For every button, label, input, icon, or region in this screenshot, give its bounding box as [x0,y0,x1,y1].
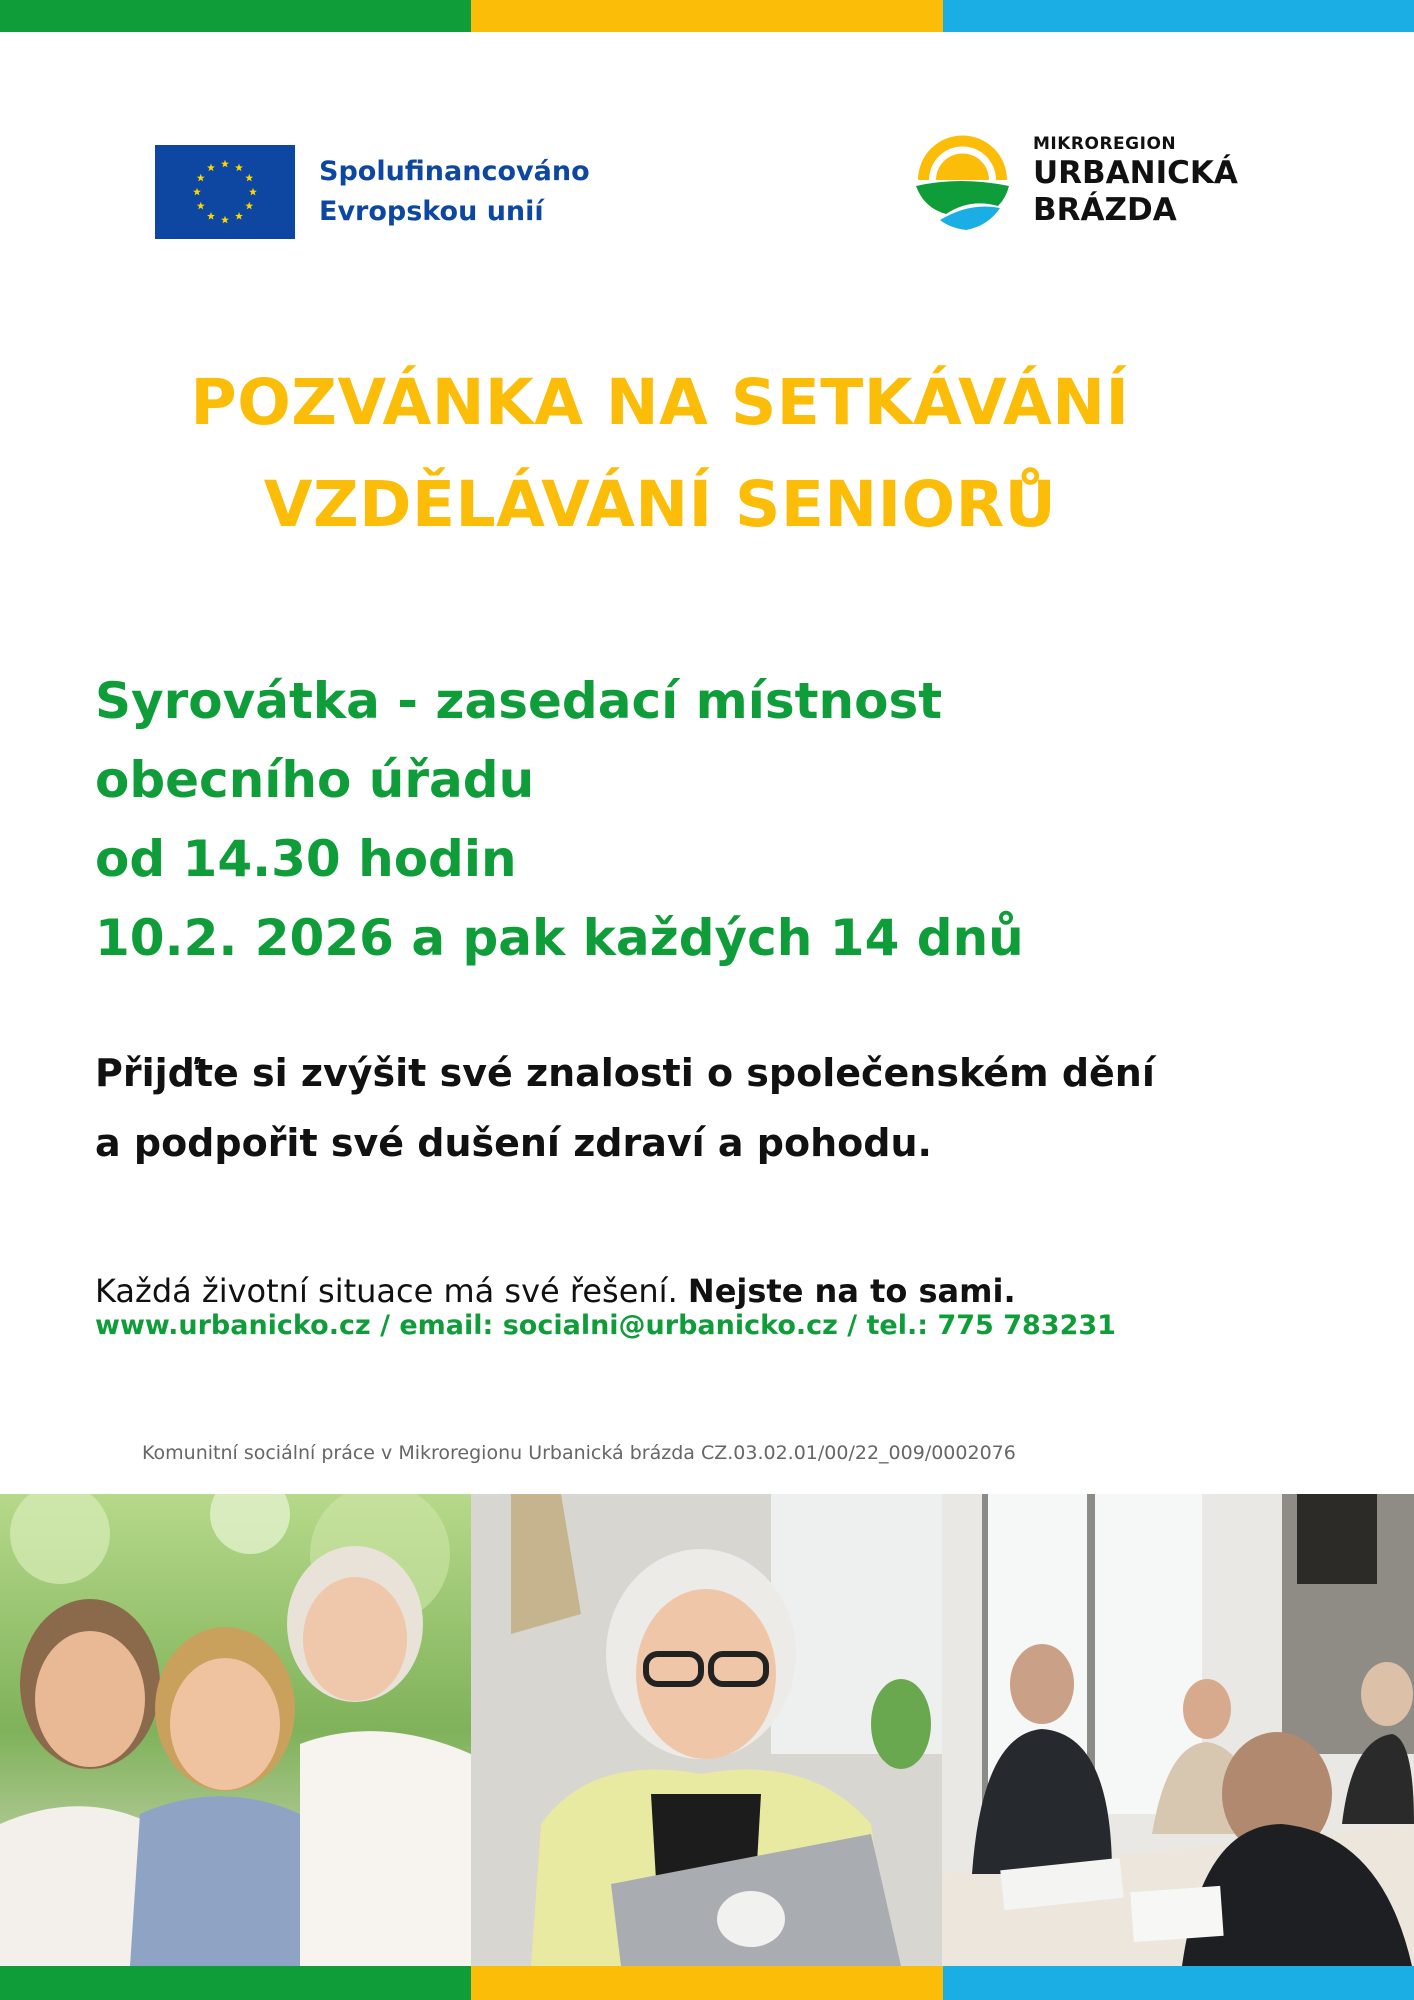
top-color-bar [0,0,1414,32]
bottom-bar-yellow [471,1966,942,2000]
venue-line2: obecního úřadu [95,751,535,809]
project-reference: Komunitní sociální práce v Mikroregionu Urbanická brázda CZ.03.02.01/00/22_009/0002076 [142,1442,1016,1464]
mikroregion-name-line2: BRÁZDA [1033,191,1177,228]
mikroregion-logo [910,128,1238,233]
tagline-bold: Nejste na to sami. [687,1272,1016,1310]
mikroregion-logo-text [1033,133,1238,229]
top-bar-blue [943,0,1414,32]
eu-logo-text [319,152,590,232]
top-bar-green [0,0,471,32]
invitation-title [70,352,1250,556]
tagline-normal: Každá životní situace má své řešení. [95,1272,688,1310]
photo-senior-women [0,1494,471,1966]
tagline [95,1272,1016,1310]
event-date: 10.2. 2026 a pak každých 14 dnů [95,909,1024,967]
invite-line2: a podpořit své dušení zdraví a pohodu. [95,1121,932,1165]
invite-text [95,1038,1155,1178]
contact-info: www.urbanicko.cz / email: socialni@urbanicko.cz / tel.: 775 783231 [95,1310,1116,1341]
eu-logo-line2: Evropskou unií [319,196,544,227]
top-bar-yellow [471,0,942,32]
title-line1: POZVÁNKA NA SETKÁVÁNÍ [190,366,1130,439]
mikroregion-mark-icon [910,128,1015,233]
bottom-bar-green [0,1966,471,2000]
invite-line1: Přijďte si zvýšit své znalosti o společenském dění [95,1051,1155,1095]
photo-business-meeting [942,1494,1414,1966]
eu-flag-icon [155,145,295,239]
title-line2: VZDĚLÁVÁNÍ SENIORŮ [263,468,1057,541]
mikroregion-name-line1: URBANICKÁ [1033,154,1238,191]
bottom-color-bar [0,1966,1414,2000]
bottom-bar-blue [943,1966,1414,2000]
eu-logo-line1: Spolufinancováno [319,156,590,187]
photo-senior-woman-laptop [471,1494,942,1966]
venue-line1: Syrovátka - zasedací místnost [95,672,943,730]
eu-cofinanced-logo [155,145,590,239]
mikroregion-label: MIKROREGION [1033,133,1177,154]
event-details [95,662,1024,978]
event-time: od 14.30 hodin [95,830,517,888]
